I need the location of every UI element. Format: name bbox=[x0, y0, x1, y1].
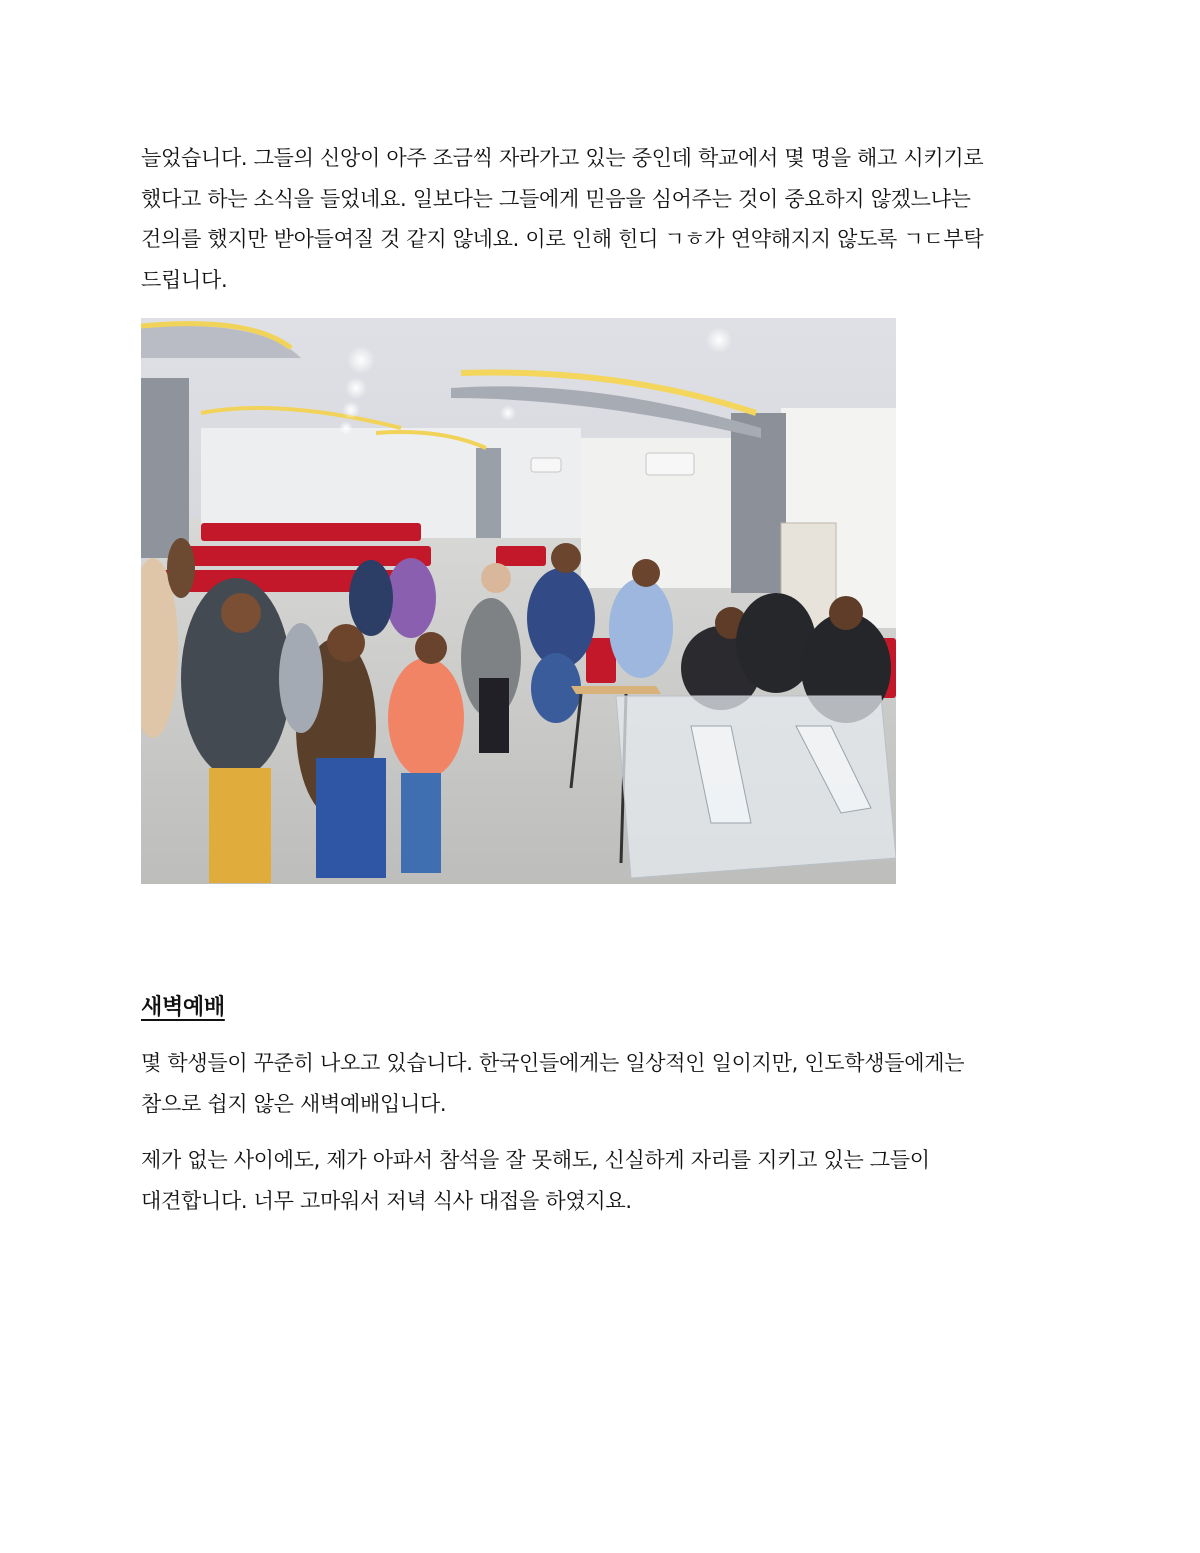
text-line: 대견합니다. 너무 고마워서 저녁 식사 대접을 하였지요. bbox=[141, 1188, 632, 1213]
group-photo bbox=[141, 318, 896, 884]
text-line: 했다고 하는 소식을 들었네요. 일보다는 그들에게 믿음을 심어주는 것이 중요하지 않겠느냐는 bbox=[141, 186, 971, 211]
intro-paragraph bbox=[141, 138, 1041, 300]
section-heading: 새벽예배 bbox=[141, 995, 225, 1020]
text-line: 몇 학생들이 꾸준히 나오고 있습니다. 한국인들에게는 일상적인 일이지만, 인도학생들에게는 bbox=[141, 1051, 965, 1075]
section-paragraph-1 bbox=[141, 1043, 1041, 1124]
text-line: 늘었습니다. 그들의 신앙이 아주 조금씩 자라가고 있는 중인데 학교에서 몇 명을 해고 시키기로 bbox=[141, 146, 984, 170]
text-line: 건의를 했지만 받아들여질 것 같지 않네요. 이로 인해 힌디 ㄱㅎ가 연약해지지 않도록 ㄱㄷ부탁 bbox=[141, 227, 984, 251]
section-paragraph-2 bbox=[141, 1140, 1041, 1221]
text-line: 드립니다. bbox=[141, 267, 228, 292]
text-line: 제가 없는 사이에도, 제가 아파서 참석을 잘 못해도, 신실하게 자리를 지키고 있는 그들이 bbox=[141, 1148, 930, 1172]
text-line: 참으로 쉽지 않은 새벽예배입니다. bbox=[141, 1091, 447, 1116]
